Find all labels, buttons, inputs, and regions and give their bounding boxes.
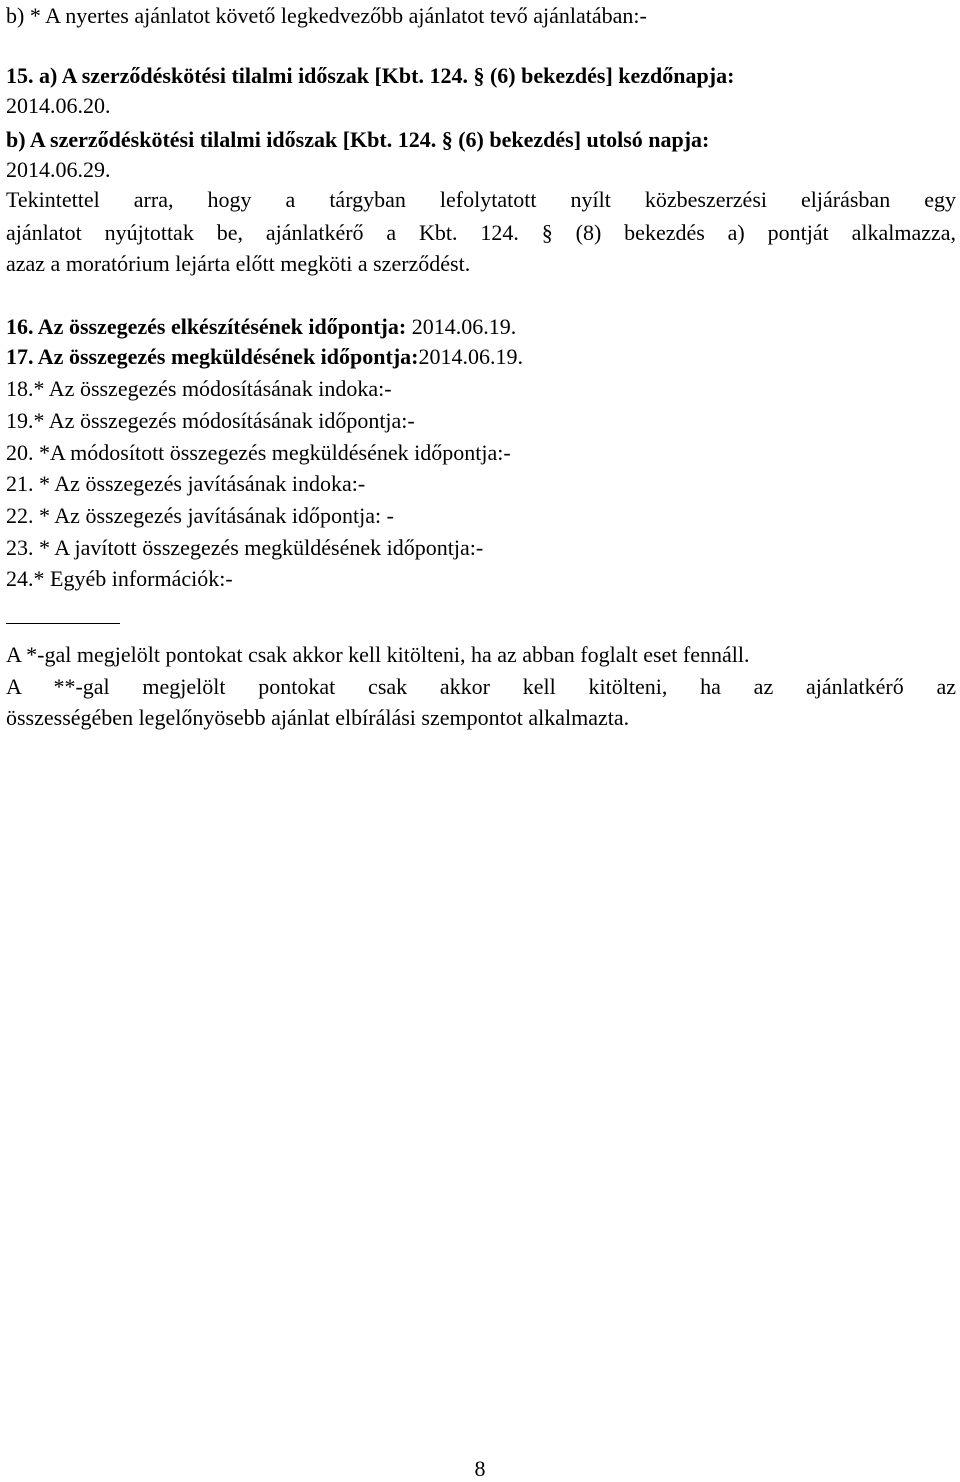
item-15b-value: 2014.06.29.: [6, 157, 111, 182]
item-15-text-line-3: azaz a moratórium lejárta előtt megköti a szerződést.: [6, 251, 471, 276]
item-15-text-line-2: [6, 220, 956, 246]
item-15-text-line-2b: (8) bekezdés a) pontját alkalmazza,: [575, 220, 957, 245]
item-15-text-line-2a: ajánlatot nyújtottak be, ajánlatkérő a Kbt. 124.: [6, 220, 519, 245]
item-15a-label: 15. a) A szerződéskötési tilalmi időszak [Kbt. 124.: [6, 63, 468, 88]
item-24-line: 24.* Egyéb információk:-: [6, 566, 233, 591]
item-16-label: 16. Az összegezés elkészítésének időpontja:: [6, 314, 407, 339]
footnote-2-line-2: összességében legelőnyösebb ajánlat elbírálási szempontot alkalmazta.: [6, 705, 630, 730]
paragraph-sign: §: [441, 127, 453, 152]
footnote-1: A *-gal megjelölt pontokat csak akkor kell kitölteni, ha az abban foglalt eset fennáll.: [6, 642, 750, 667]
paragraph-sign: §: [541, 220, 553, 245]
section-b-line: b) * A nyertes ajánlatot követő legkedvezőbb ajánlatot tevő ajánlatában:-: [6, 3, 647, 28]
item-17-value: 2014.06.19.: [418, 344, 523, 369]
item-17-line: [6, 344, 523, 370]
item-16-line: [6, 314, 516, 340]
item-20-line: 20. *A módosított összegezés megküldésének időpontja:-: [6, 440, 511, 465]
item-15-text-line-1: Tekintettel arra, hogy a tárgyban lefolytatott nyílt közbeszerzési eljárásban egy: [6, 187, 956, 212]
item-15b-line: [6, 127, 709, 153]
item-15a-line: [6, 63, 734, 89]
item-16-value: 2014.06.19.: [411, 314, 517, 339]
item-15a-value: 2014.06.20.: [6, 93, 111, 118]
item-19-line: 19.* Az összegezés módosításának időpontja:-: [6, 408, 415, 433]
paragraph-sign: §: [473, 63, 485, 88]
footnote-2-line-1: A **-gal megjelölt pontokat csak akkor kell kitölteni, ha az ajánlatkérő az: [6, 674, 956, 699]
item-18-line: 18.* Az összegezés módosításának indoka:-: [6, 376, 392, 401]
item-15b-rest: (6) bekezdés] utolsó napja:: [458, 127, 710, 152]
footnote-separator: [6, 623, 120, 624]
item-23-line: 23. * A javított összegezés megküldésének időpontja:-: [6, 535, 484, 560]
page-number: 8: [474, 1456, 486, 1481]
item-21-line: 21. * Az összegezés javításának indoka:-: [6, 471, 366, 496]
item-17-label: 17. Az összegezés megküldésének időpontja:: [6, 344, 419, 369]
item-15b-label: b) A szerződéskötési tilalmi időszak [Kbt. 124.: [6, 127, 437, 152]
item-22-line: 22. * Az összegezés javításának időpontja: -: [6, 503, 394, 528]
item-15a-rest: (6) bekezdés] kezdőnapja:: [489, 63, 735, 88]
